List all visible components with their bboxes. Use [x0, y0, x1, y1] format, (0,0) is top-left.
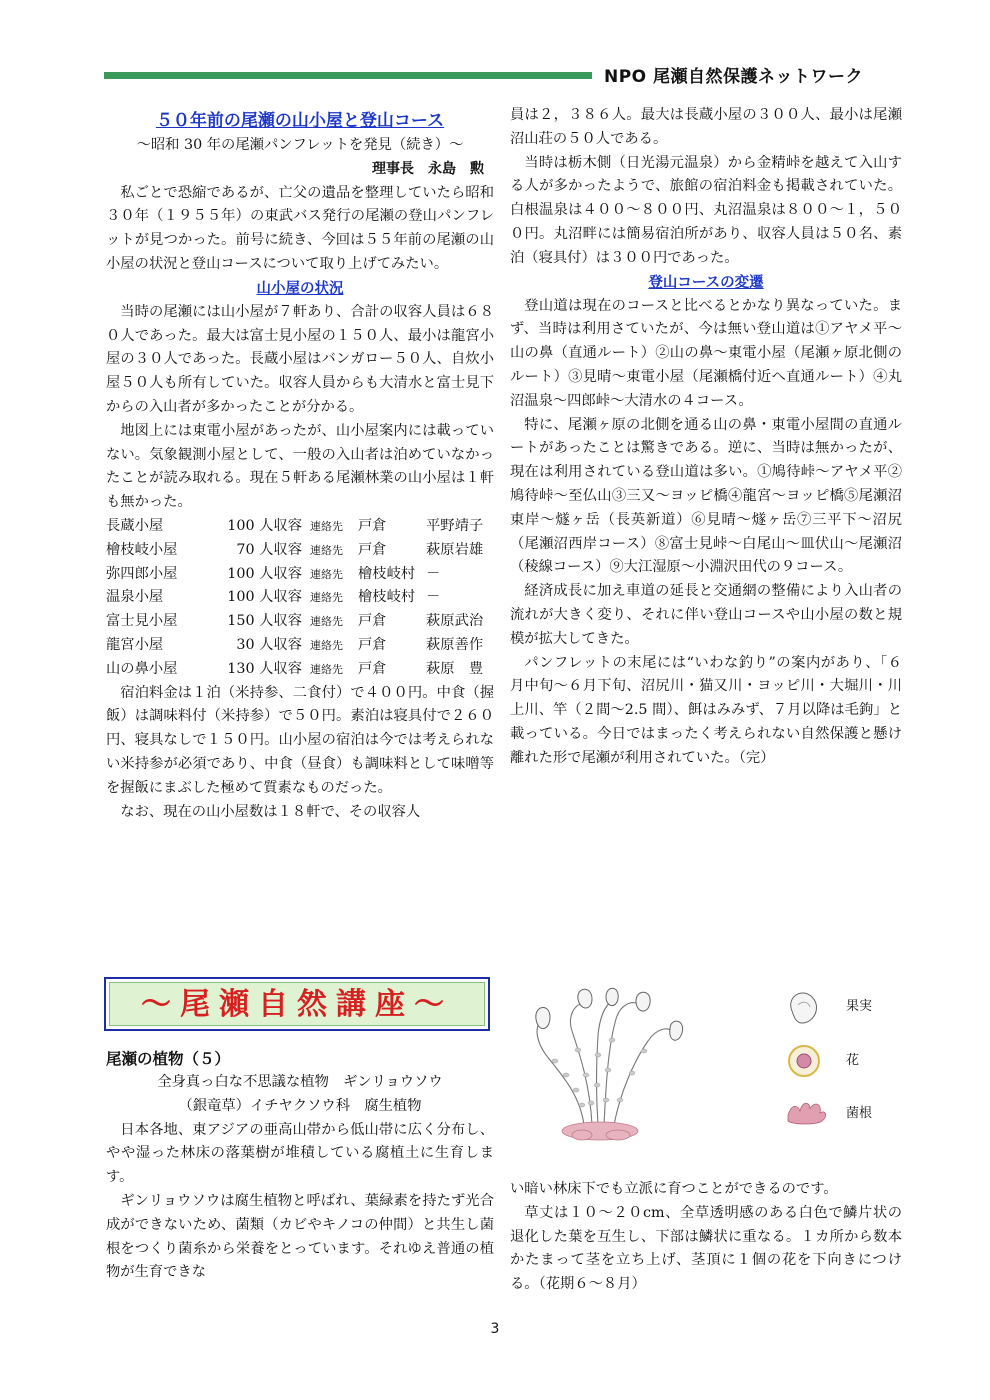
plant-family-line: （銀竜草）イチヤクソウ科 腐生植物 [178, 1097, 422, 1114]
huts-paragraph-4-continued: 員は２，３８６人。最大は長蔵小屋の３００人、最小は尾瀬沼山荘の５０人である。 [510, 107, 902, 147]
article-author: 理事長 永島 勲 [372, 160, 484, 177]
hut-contact-label: 連絡先 [310, 543, 343, 557]
hut-contact-person: 萩原善作 [426, 636, 484, 653]
hut-name: 弥四郎小屋 [106, 565, 178, 582]
hut-contact-place: 戸倉 [358, 517, 387, 534]
hut-contact-person: － [426, 565, 441, 582]
huts-paragraph-4: なお、現在の山小屋数は１８軒で、その収容人 [120, 803, 421, 820]
article-title: ５０年前の尾瀬の山小屋と登山コース [155, 111, 445, 131]
hut-contact-label: 連絡先 [310, 519, 343, 533]
hut-contact-person: 萩原岩雄 [426, 541, 484, 558]
hut-name: 富士見小屋 [106, 613, 178, 630]
courses-paragraph-2: 特に、尾瀬ヶ原の北側を通る山の鼻・東電小屋間の直通ルートがあったことは驚きである。逆に、当時は無かったが、現在は利用されている登山道は多い。①鳩待峠～アヤメ平②鳩待峠～至仏山③三又～ヨッピ橋④龍宮～ヨッピ橋⑤尾瀬沼東岸～燧ヶ岳（長英新道）⑥見晴～燧ヶ岳⑦三平下～沼尻（尾瀬沼西岸コース）⑧富士見峠～白尾山～皿伏山～尾瀬沼（稜線コース）⑨大江湿原～小淵沢田代の９コース。 [510, 416, 902, 576]
hut-contact-label: 連絡先 [310, 638, 343, 652]
lecture-right-column [510, 1178, 902, 1297]
hut-row [106, 515, 494, 539]
plant-paragraph-1: 日本各地、東アジアの亜高山帯から低山帯に広く分布し、やや湿った林床の落葉樹が堆積している腐植土に生育します。 [106, 1121, 494, 1186]
hut-name: 龍宮小屋 [106, 636, 164, 653]
hut-contact-place: 檜枝岐村 [358, 565, 416, 582]
huts-paragraph-5: 当時は栃木側（日光湯元温泉）から金精峠を越えて入山する人が多かったようで、旅館の宿泊料金も掲載されていた。白根温泉は４００～８００円、丸沼温泉は８００～１，５００円。丸沼畔には簡易宿泊所があり、収容人員は５０名、素泊（寝具付）は３００円であった。 [510, 154, 902, 266]
hut-row [106, 610, 494, 634]
section-heading-courses: 登山コースの変遷 [648, 274, 764, 291]
hut-row [106, 563, 494, 587]
plant-paragraph-2: ギンリョウソウは腐生植物と呼ばれ、葉緑素を持たず光合成ができないため、菌類（カビやキノコの仲間）と共生し菌根をつくり菌糸から栄養をとっています。それゆえ普通の植物が生育できな [106, 1192, 494, 1281]
plant-paragraph-2-continued: い暗い林床下でも立派に育つことができるのです。 [510, 1181, 838, 1197]
hut-capacity: 100 人収容 [227, 589, 302, 606]
hut-capacity: 70 人収容 [236, 541, 302, 558]
plant-paragraph-3: 草丈は１０～２０cm、全草透明感のある白色で鱗片状の退化した葉を互生し、下部は鱗状に重なる。１カ所から数本かたまって茎を立ち上げ、茎頂に１個の花を下向きにつける。（花期６～８月） [510, 1204, 902, 1293]
hut-capacity: 30 人収容 [236, 636, 302, 653]
huts-paragraph-2: 地図上には東電小屋があったが、山小屋案内には載っていない。気象観測小屋として、一般の入山者は泊めていなかったことが読み取れる。現在５軒ある尾瀬林業の山小屋は１軒も無かった。 [106, 422, 494, 511]
hut-capacity: 100 人収容 [227, 565, 302, 582]
hut-contact-person: － [426, 589, 441, 606]
hut-name: 温泉小屋 [106, 589, 164, 606]
hut-capacity: 100 人収容 [227, 517, 302, 534]
page-number: 3 [490, 1321, 500, 1337]
hut-contact-place: 戸倉 [358, 660, 387, 677]
hut-capacity: 130 人収容 [227, 660, 302, 677]
hut-contact-place: 戸倉 [358, 636, 387, 653]
plant-name-line: 全身真っ白な不思議な植物 ギンリョウソウ [157, 1074, 443, 1090]
hut-name: 檜枝岐小屋 [106, 541, 178, 558]
ginryoso-illustration [510, 975, 902, 1175]
hut-name: 長蔵小屋 [106, 517, 164, 534]
hut-contact-place: 戸倉 [358, 613, 387, 630]
huts-paragraph-3: 宿泊料金は１泊（米持参、二食付）で４００円。中食（握飯）は調味料付（米持参）で５０円。素泊は寝具付で２６０円、寝具なしで１５０円。山小屋の宿泊は今では考えられない米持参が必須であり、中食（昼食）も調味料として味噌等を握飯にまぶした極めて質素なものだった。 [106, 684, 494, 796]
figure-label-fruit: 果実 [846, 999, 873, 1014]
hut-row [106, 658, 494, 682]
article-right-column [510, 104, 902, 771]
figure-label-flower: 花 [846, 1053, 860, 1068]
hut-contact-person: 萩原武治 [426, 613, 484, 630]
article-left-column [106, 108, 494, 824]
organization-name: NPO 尾瀬自然保護ネットワーク [604, 67, 864, 87]
hut-list-table [106, 515, 494, 682]
hut-contact-label: 連絡先 [310, 615, 343, 629]
fruit-drawing [791, 993, 817, 1023]
hut-row [106, 634, 494, 658]
plant-heading: 尾瀬の植物（５） [106, 1050, 231, 1068]
lecture-left-column [106, 1047, 494, 1285]
section-heading-huts: 山小屋の状況 [256, 280, 344, 297]
hut-name: 山の鼻小屋 [106, 660, 178, 677]
nature-lecture-banner-text: ～尾瀬自然講座～ [109, 982, 485, 1026]
hut-contact-label: 連絡先 [310, 662, 343, 676]
hut-contact-person: 萩原 豊 [426, 660, 484, 677]
hut-capacity: 150 人収容 [227, 613, 302, 630]
hut-contact-label: 連絡先 [310, 591, 343, 605]
nature-lecture-banner [104, 977, 490, 1031]
hut-row [106, 539, 494, 563]
flower-drawing [789, 1046, 819, 1076]
hut-contact-place: 檜枝岐村 [358, 589, 416, 606]
huts-paragraph-1: 当時の尾瀬には山小屋が７軒あり、合計の収容人員は６８０人であった。最大は富士見小屋の１５０人、最小は龍宮小屋の３０人であった。長蔵小屋はバンガロー５０人、自炊小屋５０人も所有していた。収容人員からも大清水と富士見下からの入山者が多かったことが分かる。 [106, 303, 494, 415]
ginryoso-plant-drawing [510, 975, 902, 1175]
article-intro: 私ごとで恐縮であるが、亡父の遺品を整理していたら昭和３０年（１９５５年）の東武バス発行の尾瀬の登山パンフレットが見つかった。前号に続き、今回は５５年前の尾瀬の山小屋の状況と登山コースについて取り上げてみたい。 [106, 184, 494, 272]
header-bar [104, 72, 592, 79]
mycorrhiza-drawing [788, 1103, 826, 1124]
article-subtitle: ～昭和 30 年の尾瀬パンフレットを発見（続き）～ [136, 137, 464, 153]
courses-paragraph-4: パンフレットの末尾には“いわな釣り”の案内があり、「６月中旬～６月下旬、沼尻川・猫又川・ヨッピ川・大堀川・川上川、竿（２間～2.5 間）、餌はみみず、７月以降は毛鉤」と載っている。今日ではまったく考えられない自然保護と懸け離れた形で尾瀬が利用されていた。（完） [510, 654, 902, 766]
hut-contact-place: 戸倉 [358, 541, 387, 558]
hut-row [106, 586, 494, 610]
hut-contact-person: 平野靖子 [426, 517, 484, 534]
figure-label-mycorrhiza: 菌根 [846, 1106, 873, 1121]
hut-contact-label: 連絡先 [310, 567, 343, 581]
courses-paragraph-3: 経済成長に加え車道の延長と交通網の整備により入山者の流れが大きく変り、それに伴い登山コースや山小屋の数と規模が拡大してきた。 [510, 583, 902, 647]
courses-paragraph-1: 登山道は現在のコースと比べるとかなり異なっていた。まず、当時は利用さていたが、今は無い登山道は①アヤメ平～山の鼻（直通ルート）②山の鼻～東電小屋（尾瀬ヶ原北側のルート）③見晴～東電小屋（尾瀬橋付近へ直通ルート）④丸沼温泉～四郎峠～大清水の４コース。 [510, 297, 902, 409]
